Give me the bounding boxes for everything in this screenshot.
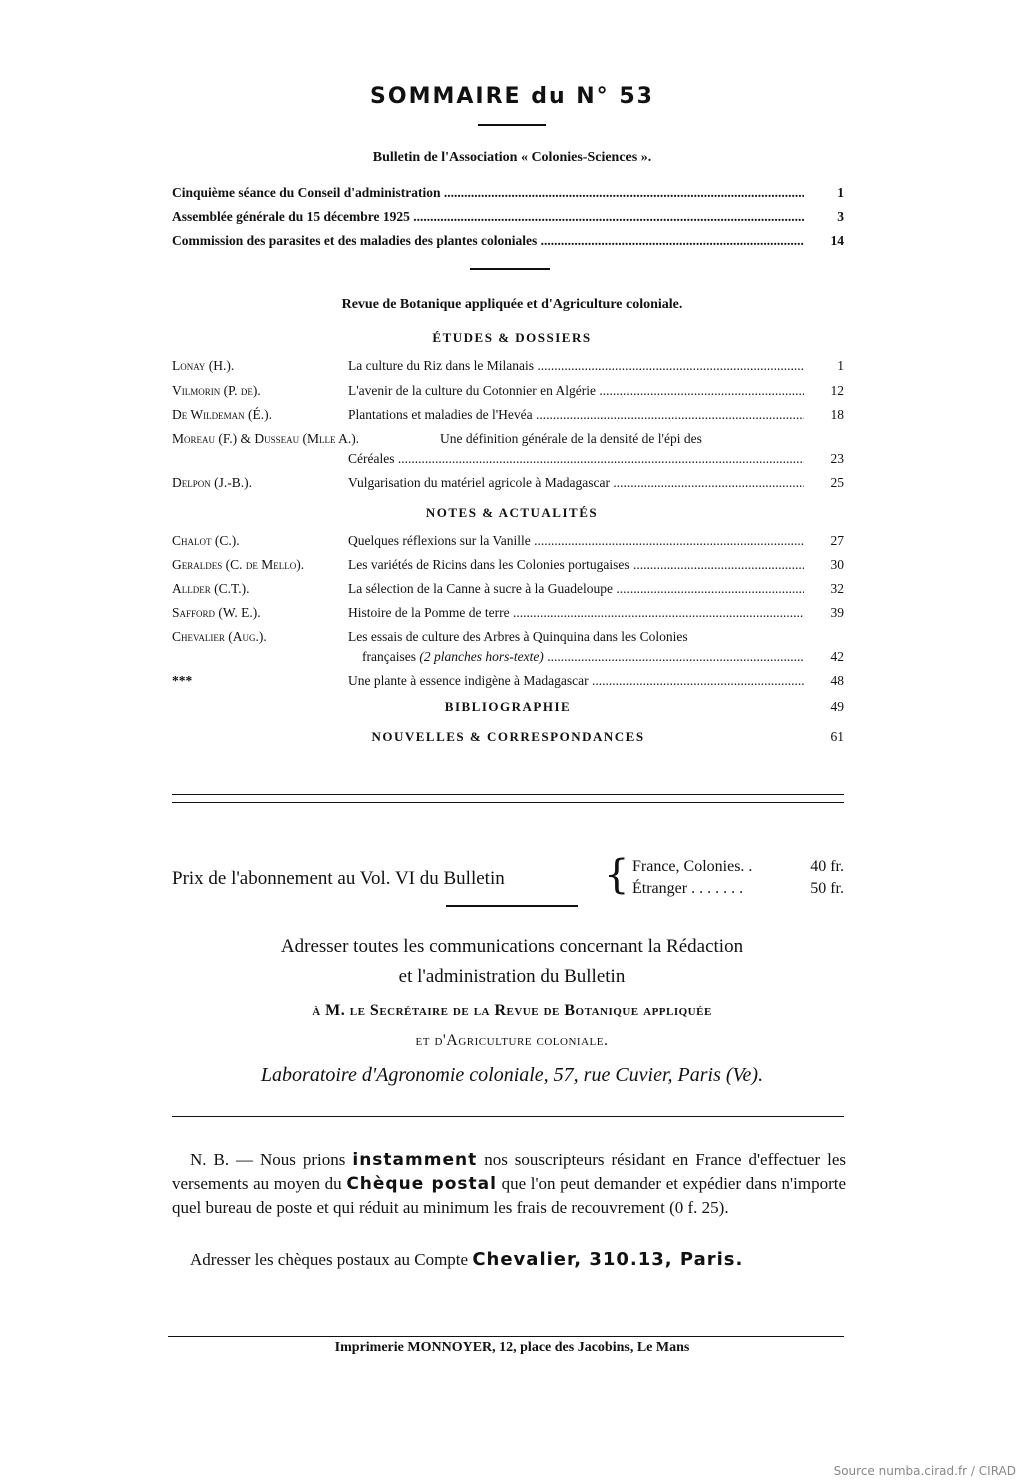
toc-page: 1: [837, 358, 844, 373]
adresse-line: Laboratoire d'Agronomie coloniale, 57, rue Cuvier, Paris (Ve).: [260, 1064, 764, 1086]
toc-title: Plantations et maladies de l'Hevéa .....: [348, 405, 804, 425]
toc-entry: [172, 671, 844, 691]
etudes-heading: ÉTUDES & DOSSIERS: [432, 330, 592, 345]
nb-text: nos souscripteurs résidant en France d'effectuer les versements au moyen du: [172, 1150, 846, 1193]
toc-title: françaises: [362, 649, 416, 664]
toc-entry: [172, 405, 844, 425]
page-title: SOMMAIRE du N° 53: [370, 84, 654, 109]
toc-author: De Wildeman (É.).: [172, 407, 272, 422]
toc-page: 23: [830, 451, 844, 466]
toc-entry: [172, 579, 844, 599]
toc-author: Safford (W. E.).: [172, 605, 261, 620]
toc-title: La sélection de la Canne à sucre à la Guadeloupe .....: [348, 579, 804, 599]
toc-entry: [172, 356, 844, 376]
divider: [470, 268, 550, 270]
toc-entry: [172, 207, 844, 227]
toc-page: 12: [830, 383, 844, 398]
toc-title: Commission des parasites et des maladies des plantes coloniales .....: [172, 231, 804, 251]
toc-title: Assemblée générale du 15 décembre 1925 .....: [172, 207, 804, 227]
price-value: 50 fr.: [810, 880, 844, 897]
toc-title: Les essais de culture des Arbres à Quinquina dans les Colonies: [348, 629, 688, 644]
toc-page: 3: [837, 209, 844, 224]
toc-page: 25: [830, 475, 844, 490]
toc-author: ***: [172, 673, 193, 688]
brace-icon: {: [604, 852, 630, 898]
imprimerie: Imprimerie MONNOYER, 12, place des Jacobins, Le Mans: [334, 1340, 690, 1355]
toc-section-nouvelles: [172, 727, 844, 747]
toc-title: NOUVELLES & CORRESPONDANCES: [371, 729, 645, 744]
toc-entry-continued: [172, 647, 844, 667]
divider: [478, 124, 546, 126]
abonnement-label: Prix de l'abonnement au Vol. VI du Bulletin: [172, 868, 505, 889]
toc-entry: [172, 183, 844, 203]
toc-title: BIBLIOGRAPHIE: [444, 699, 572, 714]
abonnement-prices: [632, 856, 844, 900]
toc-title: Les variétés de Ricins dans les Colonies portugaises .....: [348, 555, 804, 575]
toc-author: Moreau (F.) & Dusseau (Mlle A.).: [172, 431, 360, 446]
toc-author: Chalot (C.).: [172, 533, 240, 548]
toc-title-note: (2 planches hors-texte): [419, 649, 544, 664]
toc-section-bibliographie: [172, 697, 844, 717]
toc-entry: [172, 555, 844, 575]
nb-text: que l'on peut demander et expédier dans n'importe quel bureau de poste et qui réduit au minimum les frais de recouvrement (0 f. 25).: [172, 1174, 846, 1217]
toc-page: 48: [830, 673, 844, 688]
nb-paragraph: [172, 1148, 846, 1220]
adresse-line: à M. le Secrétaire de la Revue de Botanique appliquée: [312, 1002, 712, 1019]
toc-title: L'avenir de la culture du Cotonnier en Algérie .....: [348, 381, 804, 401]
toc-entry: [172, 381, 844, 401]
nb-text: Adresser les chèques postaux au Compte: [190, 1250, 473, 1269]
divider: [168, 1336, 844, 1337]
divider: [172, 802, 844, 803]
adresse-line: Adresser toutes les communications concernant la Rédaction: [280, 936, 744, 957]
toc-page: 14: [830, 233, 844, 248]
revue-heading: Revue de Botanique appliquée et d'Agriculture coloniale.: [341, 297, 683, 312]
toc-page: 27: [830, 533, 844, 548]
toc-title: Histoire de la Pomme de terre .....: [348, 603, 804, 623]
nb-emphasis: Chèque postal: [346, 1174, 497, 1194]
notes-heading: NOTES & ACTUALITÉS: [425, 505, 599, 520]
toc-title: Céréales .....: [348, 449, 804, 469]
toc-entry: [172, 603, 844, 623]
source-credit: Source numba.cirad.fr / CIRAD: [833, 1464, 1016, 1478]
toc-entry: [172, 473, 844, 493]
divider: [172, 1116, 844, 1117]
toc-page: 30: [830, 557, 844, 572]
toc-author: Vilmorin (P. de).: [172, 383, 261, 398]
toc-title: Une plante à essence indigène à Madagascar .....: [348, 671, 804, 691]
nb-emphasis: Chevalier, 310.13, Paris.: [472, 1249, 744, 1270]
toc-page: 18: [830, 407, 844, 422]
nb-text: N. B. — Nous prions: [190, 1150, 353, 1169]
toc-title: Cinquième séance du Conseil d'administration .....: [172, 183, 804, 203]
toc-page: 39: [830, 605, 844, 620]
toc-page: 49: [830, 699, 844, 714]
toc-page: 32: [830, 581, 844, 596]
toc-title: Quelques réflexions sur la Vanille .....: [348, 531, 804, 551]
divider: [172, 794, 844, 795]
toc-entry-continued: [172, 449, 844, 469]
bulletin-heading: Bulletin de l'Association « Colonies-Sciences ».: [372, 150, 652, 165]
nb-emphasis: instamment: [352, 1150, 478, 1170]
toc-entry: [172, 627, 844, 647]
toc-author: Delpon (J.-B.).: [172, 475, 252, 490]
toc-title: La culture du Riz dans le Milanais .....: [348, 356, 804, 376]
toc-entry: [172, 429, 844, 449]
toc-page: 42: [830, 649, 844, 664]
toc-author: Allder (C.T.).: [172, 581, 250, 596]
toc-author: Lonay (H.).: [172, 358, 235, 373]
toc-page: 1: [837, 185, 844, 200]
toc-page: 61: [830, 729, 844, 744]
toc-title: Une définition générale de la densité de l'épi des: [440, 431, 702, 446]
nb-paragraph: [172, 1248, 846, 1272]
price-value: 40 fr.: [810, 858, 844, 875]
price-label: France, Colonies. .: [632, 858, 753, 875]
adresse-line: et d'Agriculture coloniale.: [415, 1032, 609, 1049]
toc-author: Geraldes (C. de Mello).: [172, 557, 305, 572]
divider: [446, 905, 578, 907]
toc-author: Chevalier (Aug.).: [172, 629, 267, 644]
toc-entry: [172, 231, 844, 251]
price-label: Étranger . . . . . . .: [632, 880, 744, 897]
toc-entry: [172, 531, 844, 551]
adresse-line: et l'administration du Bulletin: [398, 966, 626, 987]
toc-title: Vulgarisation du matériel agricole à Madagascar .....: [348, 473, 804, 493]
